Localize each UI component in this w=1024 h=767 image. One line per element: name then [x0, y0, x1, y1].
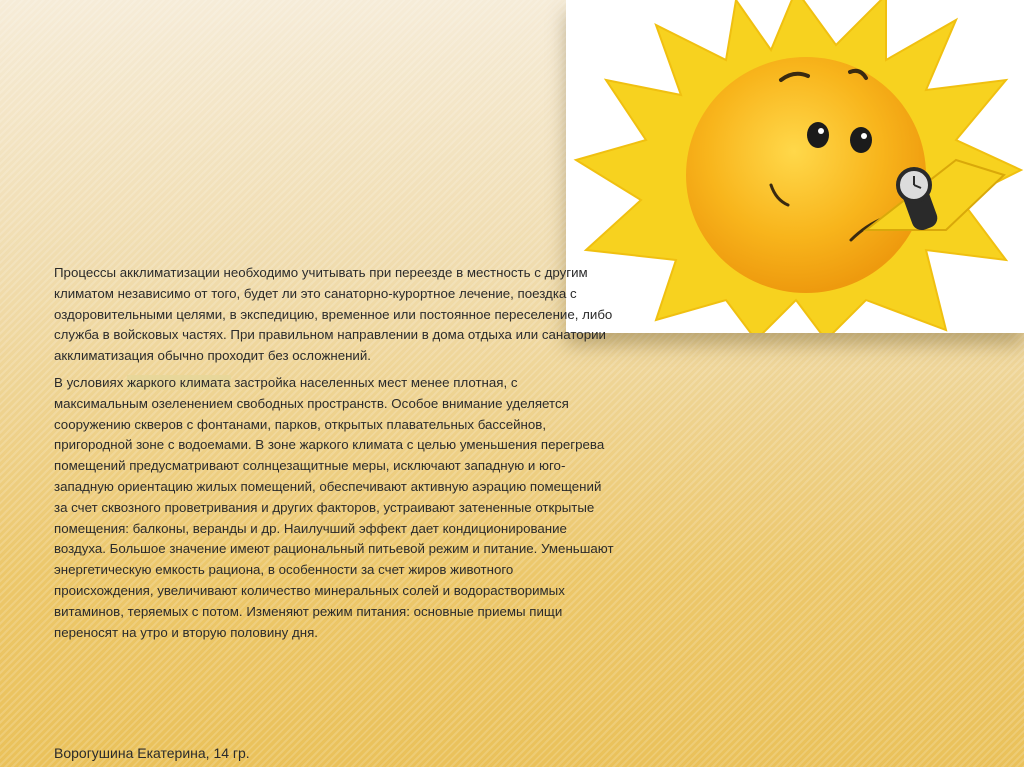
right-eye — [850, 127, 872, 153]
sun-illustration — [566, 0, 1024, 333]
paragraph-hot-climate — [54, 373, 614, 643]
paragraph-acclimatization: Процессы акклиматизации необходимо учитывать при переезде в местность с другим климатом независимо от того, будет ли это санаторно-курортное лечение, поездка с оздоровительными целями, в экспедицию, временное или постоянное переселение, либо служба в войсковых частях. При правильном направлении в дома отдыха или санатории акклиматизация обычно проходит без осложнений. — [54, 265, 613, 364]
hot-climate-link[interactable]: жаркого климата — [127, 374, 231, 390]
sun-with-wristwatch-icon — [566, 0, 1024, 333]
sun-face — [686, 57, 926, 293]
paragraph-hot-climate-rest: застройка населенных мест менее плотная, с максимальным озеленением свободных пространств. Особое внимание уделяется сооружению скверов с фонтанами, парков, открытых плавательных бассейнов, пригородной зоне с водоемами. В зоне жаркого климата с целью уменьшения перегрева помещений предусматривают солнцезащитные меры, исключают западную и юго-западную ориентацию жилых помещений, обеспечивают активную аэрацию помещений за счет сквозного проветривания и других факторов, устраивают затененные открытые помещения: балконы, веранды и др. Наилучший эффект дает кондиционирование воздуха. Большое значение имеют рациональный питьевой режим и питание. Уменьшают энергетическую емкость рациона, в особенности за счет жиров животного происхождения, увеличивают количество минеральных солей и водорастворимых витаминов, теряемых с потом. Изменяют режим питания: основные приемы пищи переносят на утро и вторую половину дня. — [54, 374, 614, 640]
author-signature: Ворогушина Екатерина, 14 гр. — [54, 745, 250, 761]
main-text — [54, 263, 614, 649]
left-eye — [807, 122, 829, 148]
paragraph-hot-climate-start: В условиях — [54, 374, 128, 390]
